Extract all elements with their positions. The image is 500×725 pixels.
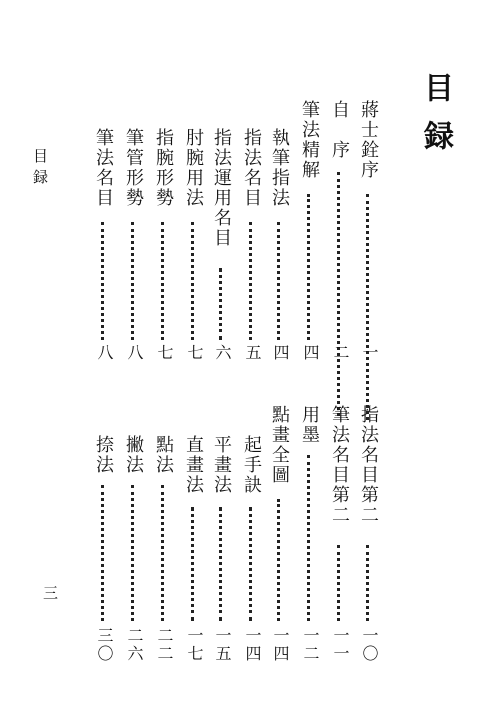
dot-leader xyxy=(249,222,252,340)
toc-entry-title: 指法名目第二 xyxy=(358,405,379,525)
toc-entry-title: 撇法 xyxy=(123,435,144,475)
dot-leader xyxy=(366,194,369,420)
toc-entry-page: 四 xyxy=(271,344,290,362)
toc-entry-page: 一四 xyxy=(243,627,262,663)
dot-leader xyxy=(131,485,134,621)
toc-entry-right-falling xyxy=(92,435,114,673)
toc-entry-title: 執筆指法 xyxy=(269,128,290,208)
toc-entry-page: 二 xyxy=(331,344,350,362)
dot-leader xyxy=(131,222,134,340)
dot-leader xyxy=(101,485,104,621)
toc-entry-elbow-wrist xyxy=(182,128,204,370)
dot-leader xyxy=(219,268,222,340)
toc-entry-page: 一四 xyxy=(271,627,290,663)
running-head: 目録 xyxy=(31,148,49,190)
toc-entry-page: 一一 xyxy=(331,627,350,663)
toc-entry-title: 肘腕用法 xyxy=(183,128,204,208)
dot-leader xyxy=(307,455,310,621)
toc-entry-holding-brush xyxy=(268,128,290,370)
page-number: 三 xyxy=(41,585,59,600)
dot-leader xyxy=(337,545,340,621)
toc-entry-page: 六 xyxy=(213,344,232,362)
toc-entry-title: 指腕形勢 xyxy=(153,128,174,208)
toc-entry-title: 筆法名目第二 xyxy=(329,405,350,525)
toc-entry-title: 筆法名目 xyxy=(93,128,114,208)
dot-leader xyxy=(219,507,222,621)
toc-entry-page: 八 xyxy=(125,344,144,362)
toc-entry-title: 直畫法 xyxy=(183,435,204,495)
toc-entry-finger-terms xyxy=(240,128,262,370)
toc-entry-page: 一二 xyxy=(301,627,320,663)
toc-entry-jiang-preface xyxy=(357,100,379,370)
toc-entry-page: 一五 xyxy=(213,627,232,663)
dot-leader xyxy=(277,222,280,340)
toc-entry-title: 捺法 xyxy=(93,435,114,475)
toc-entry-vertical-stroke xyxy=(182,435,204,673)
dot-leader xyxy=(101,222,104,340)
toc-entry-own-preface xyxy=(328,100,350,370)
toc-entry-dot-stroke xyxy=(152,435,174,673)
toc-entry-page: 七 xyxy=(155,344,174,362)
toc-entry-brush-terms xyxy=(92,128,114,370)
toc-entry-brush-shaft-form xyxy=(122,128,144,370)
toc-entry-page: 三〇 xyxy=(95,627,114,663)
toc-entry-stroke-diagram xyxy=(268,405,290,673)
dot-leader xyxy=(337,172,340,416)
dot-leader xyxy=(307,194,310,340)
toc-entry-page: 二二 xyxy=(155,627,174,663)
toc-entry-page: 一七 xyxy=(185,627,204,663)
toc-entry-title: 用墨 xyxy=(299,405,320,445)
toc-entry-brush-terms-2 xyxy=(328,405,350,673)
toc-entry-finger-terms-2 xyxy=(357,405,379,673)
dot-leader xyxy=(277,499,280,621)
toc-entry-title: 筆管形勢 xyxy=(123,128,144,208)
dot-leader xyxy=(161,485,164,621)
toc-entry-finger-wrist-form xyxy=(152,128,174,370)
dot-leader xyxy=(191,222,194,340)
toc-entry-title: 起手訣 xyxy=(241,435,262,495)
dot-leader xyxy=(249,507,252,621)
toc-entry-page: 一 xyxy=(360,344,379,362)
toc-entry-starting-hand xyxy=(240,435,262,673)
toc-entry-ink-use xyxy=(298,405,320,673)
dot-leader xyxy=(191,507,194,621)
toc-entry-title: 點畫全圖 xyxy=(269,405,290,485)
toc-entry-title: 指法運用名目 xyxy=(211,128,232,248)
dot-leader xyxy=(161,222,164,340)
toc-entry-horizontal-stroke xyxy=(210,435,232,673)
toc-entry-page: 二六 xyxy=(125,627,144,663)
toc-entry-page: 七 xyxy=(185,344,204,362)
toc-entry-title: 點法 xyxy=(153,435,174,475)
toc-entry-page: 八 xyxy=(95,344,114,362)
toc-entry-finger-usage xyxy=(210,128,232,370)
toc-entry-brush-method xyxy=(298,100,320,370)
dot-leader xyxy=(366,545,369,621)
page-title: 目録 xyxy=(418,72,453,168)
toc-entry-page: 五 xyxy=(243,344,262,362)
toc-entry-page: 一〇 xyxy=(360,627,379,663)
toc-entry-title: 蔣士銓序 xyxy=(358,100,379,180)
toc-entry-title: 指法名目 xyxy=(241,128,262,208)
toc-entry-title: 自 序 xyxy=(329,100,350,160)
toc-entry-left-falling xyxy=(122,435,144,673)
toc-entry-page: 四 xyxy=(301,344,320,362)
toc-entry-title: 筆法精解 xyxy=(299,100,320,180)
toc-entry-title: 平畫法 xyxy=(211,435,232,495)
